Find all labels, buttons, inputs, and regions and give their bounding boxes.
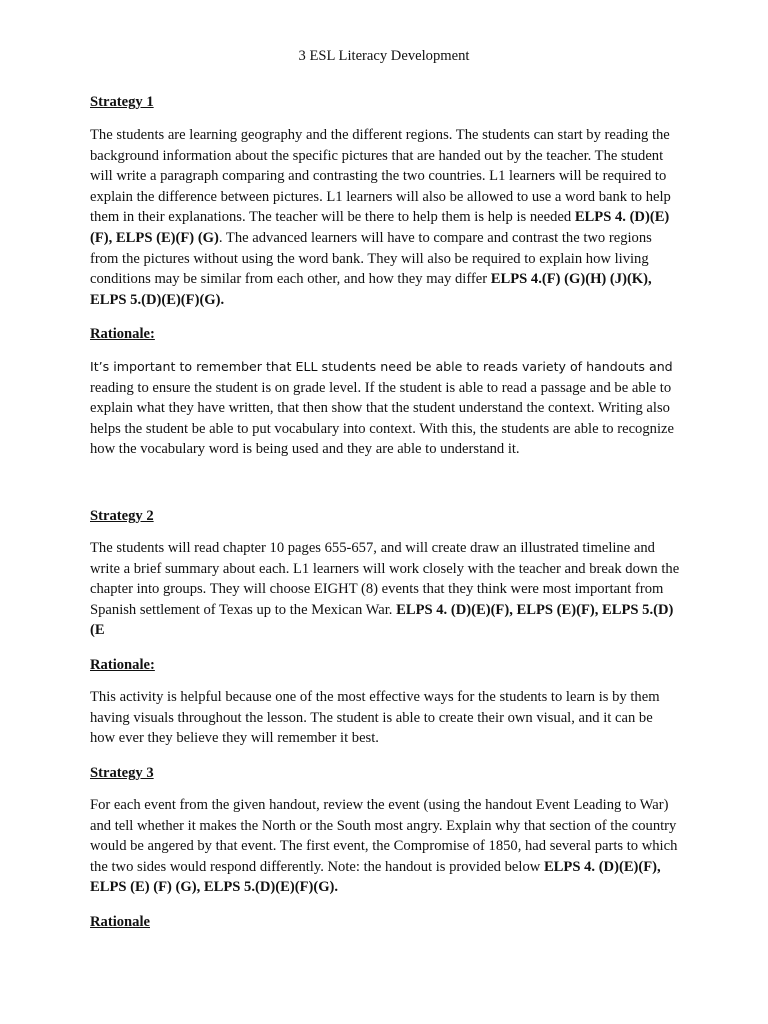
rationale-1-text: reading to ensure the student is on grade level. If the student is able to read a passage and be able to explain what they have written, that then show that the student understand the context. Writing also helps the student be able to put vocabulary into context. With this, the students are able to recognize how the vocabulary word is being used and they are able to understand it. [90, 379, 674, 458]
strategy-3-heading: Strategy 3 [90, 765, 154, 781]
strategy-1-text-2: . The advanced learners will have to compare and contrast the two regions from the pictures without using the word bank. They will also be required to explain how living conditions may be similar from each other, and how they may differ [90, 229, 652, 288]
strategy-3-paragraph [90, 795, 680, 898]
document-title: 3 ESL Literacy Development [298, 48, 470, 64]
rationale-1-paragraph [90, 357, 680, 460]
strategy-3-elps: ELPS 4. (D)(E)(F), ELPS (E) (F) (G), ELPS 5.(D)(E)(F)(G). [90, 858, 661, 896]
strategy-2-paragraph [90, 538, 680, 641]
strategy-3-text: For each event from the given handout, review the event (using the handout Event Leading to War) and tell whether it makes the North or the South most angry. Explain why that section of the country would be angered by that event. The first event, the Compromise of 1850, had several parts to which the two sides would respond differently. Note: the handout is provided below [90, 797, 678, 875]
strategy-2-heading: Strategy 2 [90, 508, 154, 524]
strategy-1-elps-b: ELPS 4.(F) (G)(H) (J)(K), ELPS 5.(D)(E)(F)(G). [90, 271, 652, 308]
strategy-1-elps-a: ELPS 4. (D)(E)(F), ELPS (E)(F) (G) [90, 209, 670, 246]
strategy-2-elps: ELPS 4. (D)(E)(F), ELPS (E)(F), ELPS 5.(D)(E [90, 601, 674, 639]
strategy-1-paragraph [90, 125, 680, 310]
strategy-2-text: The students will read chapter 10 pages 655-657, and will create draw an illustrated timeline and write a brief summary about each. L1 learners will work closely with the teacher and break down the chapter into groups. They will choose EIGHT (8) events that they think were most important from Spanish settlement of Texas up to the Mexican War. [90, 540, 680, 618]
rationale-1-lead-line: It’s important to remember that ELL students need be able to reads variety of handouts and [90, 359, 673, 374]
strategy-1-heading: Strategy 1 [90, 94, 154, 110]
rationale-3-heading: Rationale [90, 914, 150, 930]
rationale-1-heading: Rationale: [90, 326, 155, 342]
rationale-2-text: This activity is helpful because one of the most effective ways for the students to learn is by them having visuals throughout the lesson. The student is able to create their own visual, and it can be how ever they believe they will remember it best. [90, 689, 660, 747]
rationale-2-paragraph [90, 687, 680, 749]
strategy-1-text: The students are learning geography and the different regions. The students can start by reading the background information about the specific pictures that are handed out by the teacher. The student will write a paragraph comparing and contrasting the two countries. L1 learners will be required to explain the difference between pictures. L1 learners will also be allowed to use a word bank to help them in their explanations. The teacher will be there to help them is help is needed [90, 127, 671, 226]
rationale-2-heading: Rationale: [90, 657, 155, 673]
